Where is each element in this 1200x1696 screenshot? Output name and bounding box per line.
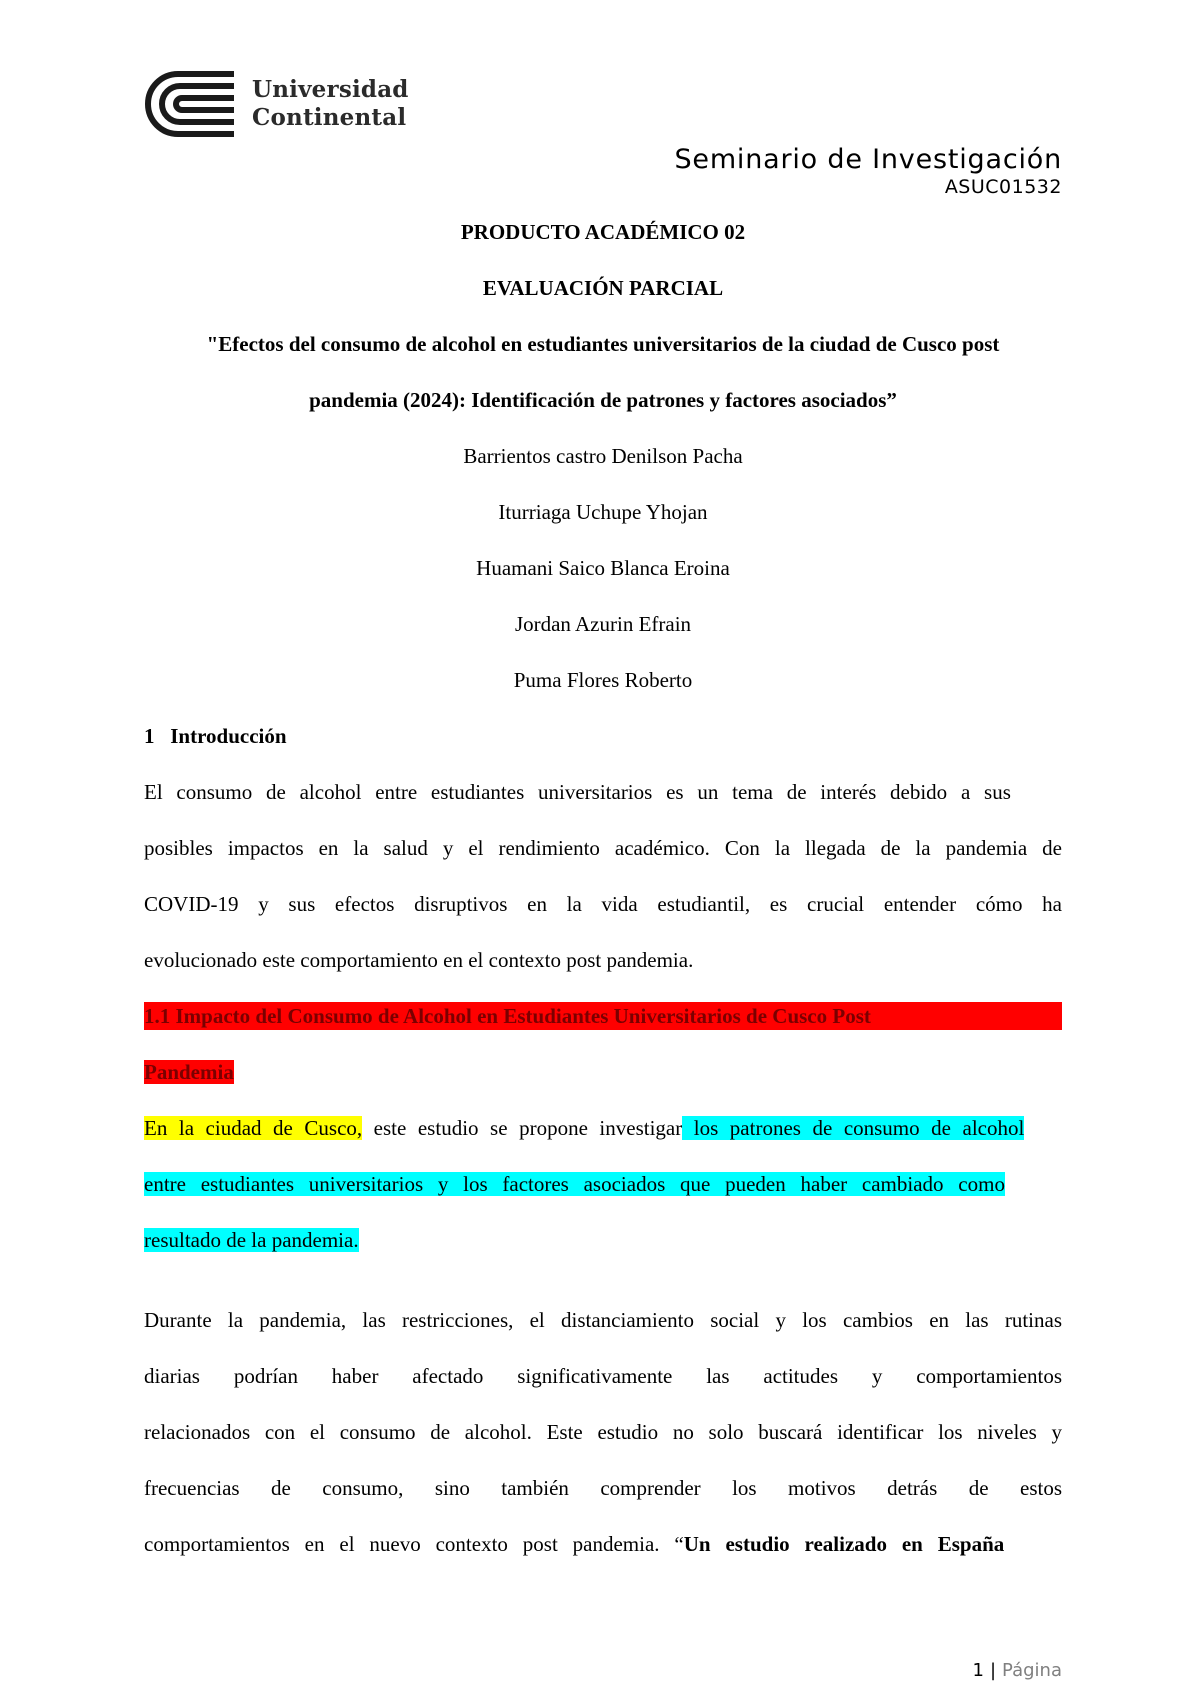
logo-line-1: Universidad [252, 76, 409, 103]
intro-paragraph-line-1 [144, 778, 1062, 806]
section-1-1-heading-text-2: Pandemia [144, 1060, 234, 1084]
section-1-1-p1-line-2 [144, 1170, 1062, 1198]
p2-last-bold: Un estudio realizado en España [683, 1532, 1005, 1556]
section-1-1-heading-line-1 [144, 1002, 1062, 1030]
section-1-1-p1-line-1 [144, 1114, 1062, 1142]
p1-plain-text: este estudio se propone investigar [362, 1116, 683, 1140]
intro-paragraph-line-2: posibles impactos en la salud y el rendimiento académico. Con la llegada de la pandemia de [144, 836, 1062, 860]
section-1-1-p1-line-3 [144, 1226, 1062, 1254]
section-1-heading: 1 Introducción [144, 724, 287, 748]
university-logo-text [252, 76, 409, 132]
section-1-1-heading-text-1: 1.1 Impacto del Consumo de Alcohol en Estudiantes Universitarios de Cusco Post [144, 1002, 1062, 1030]
evaluation-title: EVALUACIÓN PARCIAL [482, 276, 724, 300]
university-logo [144, 70, 409, 138]
section-1-1-p2-line-1: Durante la pandemia, las restricciones, el distanciamiento social y los cambios en las rutinas [144, 1308, 1062, 1332]
highlight-cyan-text-3: resultado de la pandemia. [144, 1228, 359, 1252]
thesis-title-line-1: "Efectos del consumo de alcohol en estudiantes universitarios de la ciudad de Cusco post [206, 332, 1000, 356]
university-logo-mark-icon [144, 70, 236, 138]
page-footer [973, 1660, 1062, 1681]
p2-last-plain: comportamientos en el nuevo contexto post pandemia. “ [144, 1532, 684, 1556]
author-2: Iturriaga Uchupe Yhojan [498, 500, 708, 524]
highlight-cyan-text-1: los patrones de consumo de alcohol [682, 1116, 1025, 1140]
logo-line-2: Continental [252, 104, 407, 131]
course-header [674, 144, 1062, 198]
course-title: Seminario de Investigación [674, 144, 1062, 175]
intro-paragraph-line-3: COVID-19 y sus efectos disruptivos en la vida estudiantil, es crucial entender cómo ha [144, 892, 1062, 916]
highlight-yellow-text: En la ciudad de Cusco, [144, 1116, 363, 1140]
section-1-1-p2-line-4: frecuencias de consumo, sino también comprender los motivos detrás de estos [144, 1476, 1062, 1500]
author-4: Jordan Azurin Efrain [514, 612, 692, 636]
highlight-cyan-text-2: entre estudiantes universitarios y los factores asociados que pueden haber cambiado como [144, 1172, 1005, 1196]
section-1-1-p2-line-3: relacionados con el consumo de alcohol. Este estudio no solo buscará identificar los niveles y [144, 1420, 1062, 1444]
footer-separator: | [989, 1660, 997, 1681]
page-label: Página [1002, 1660, 1062, 1681]
course-code: ASUC01532 [944, 176, 1062, 198]
intro-paragraph-line-4: evolucionado este comportamiento en el contexto post pandemia. [144, 948, 694, 972]
page-number: 1 [972, 1660, 984, 1681]
intro-line-1-text: El consumo de alcohol entre estudiantes universitarios es un tema de interés debido a sus [144, 780, 1011, 804]
author-1: Barrientos castro Denilson Pacha [463, 444, 743, 468]
section-1-1-p2-line-2: diarias podrían haber afectado significativamente las actitudes y comportamientos [144, 1364, 1062, 1388]
author-5: Puma Flores Roberto [513, 668, 693, 692]
section-1-1-p2-line-5 [144, 1530, 1062, 1558]
thesis-title-line-2: pandemia (2024): Identificación de patrones y factores asociados” [309, 388, 897, 412]
product-title: PRODUCTO ACADÉMICO 02 [460, 220, 746, 244]
section-1-1-heading-line-2 [144, 1058, 1062, 1086]
author-3: Huamani Saico Blanca Eroina [476, 556, 730, 580]
